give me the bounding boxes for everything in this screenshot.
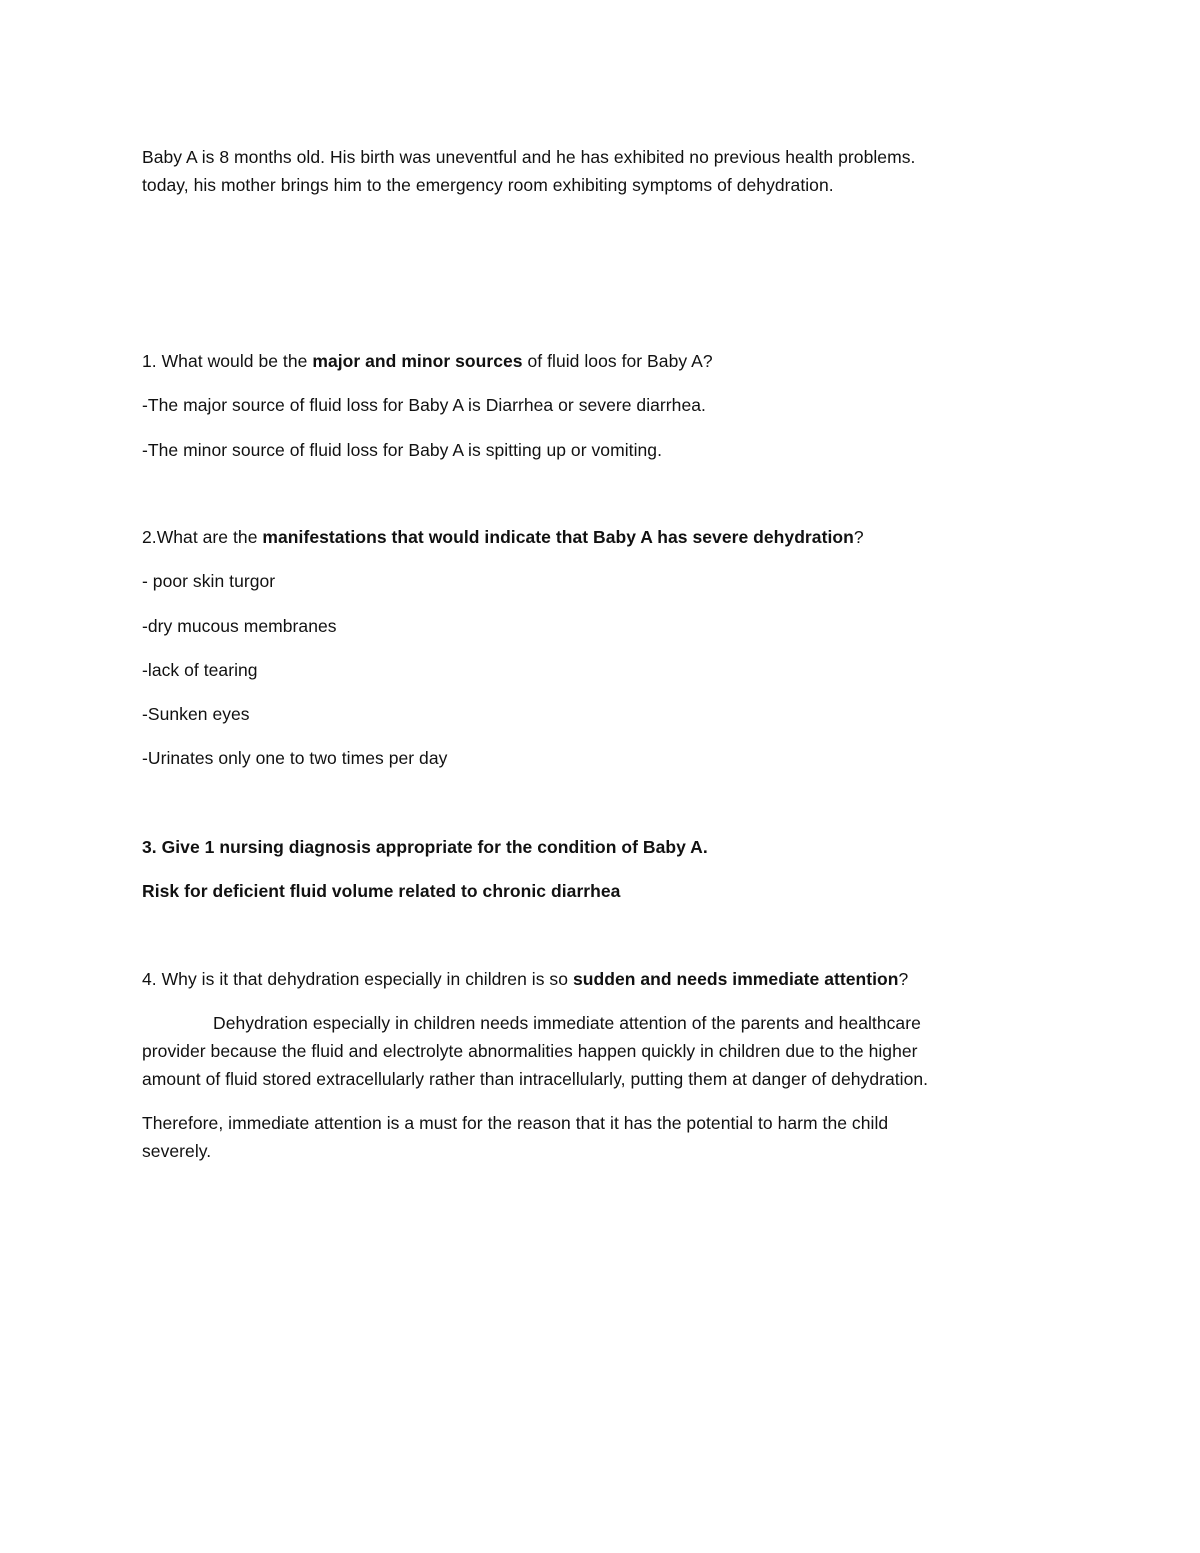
answer-2-item: -Urinates only one to two times per day — [142, 748, 448, 768]
question-2-suffix: ? — [853, 527, 864, 547]
question-4-suffix: ? — [898, 969, 909, 989]
question-1 — [142, 347, 713, 375]
answer-1-major: -The major source of fluid loss for Baby A is Diarrhea or severe diarrhea. — [142, 395, 706, 415]
answer-2-item: -dry mucous membranes — [142, 616, 337, 636]
answer-4-para-1-line-2: provider because the fluid and electrolyte abnormalities happen quickly in children due to the higher — [142, 1041, 918, 1061]
answer-4-para-2-line-2: severely. — [142, 1141, 212, 1161]
question-1-prefix: 1. What would be the — [142, 351, 313, 371]
answer-2-item: - poor skin turgor — [142, 571, 276, 591]
answer-3-diagnosis: Risk for deficient fluid volume related to chronic diarrhea — [142, 881, 621, 901]
question-2-prefix: 2.What are the — [142, 527, 263, 547]
question-1-suffix: of fluid loos for Baby A? — [522, 351, 713, 371]
question-4 — [142, 965, 908, 993]
intro-line-2: today, his mother brings him to the emergency room exhibiting symptoms of dehydration. — [142, 175, 834, 195]
question-1-emphasis: major and minor sources — [312, 351, 523, 371]
answer-2-item: -Sunken eyes — [142, 704, 250, 724]
answer-4-para-1-line-3: amount of fluid stored extracellularly rather than intracellularly, putting them at danger of dehydration. — [142, 1069, 929, 1089]
answer-4-para-1-line-1: Dehydration especially in children needs immediate attention of the parents and healthcare — [213, 1013, 921, 1033]
answer-1-minor: -The minor source of fluid loss for Baby A is spitting up or vomiting. — [142, 440, 662, 460]
question-4-prefix: 4. Why is it that dehydration especially in children is so — [142, 969, 573, 989]
intro-line-1: Baby A is 8 months old. His birth was uneventful and he has exhibited no previous health problems. — [142, 147, 916, 167]
question-2 — [142, 523, 864, 551]
question-4-emphasis: sudden and needs immediate attention — [572, 969, 899, 989]
question-3: 3. Give 1 nursing diagnosis appropriate for the condition of Baby A. — [142, 837, 708, 857]
answer-2-item: -lack of tearing — [142, 660, 258, 680]
question-2-emphasis: manifestations that would indicate that Baby A has severe dehydration — [262, 527, 854, 547]
answer-4-para-2-line-1: Therefore, immediate attention is a must for the reason that it has the potential to harm the child — [142, 1113, 889, 1133]
